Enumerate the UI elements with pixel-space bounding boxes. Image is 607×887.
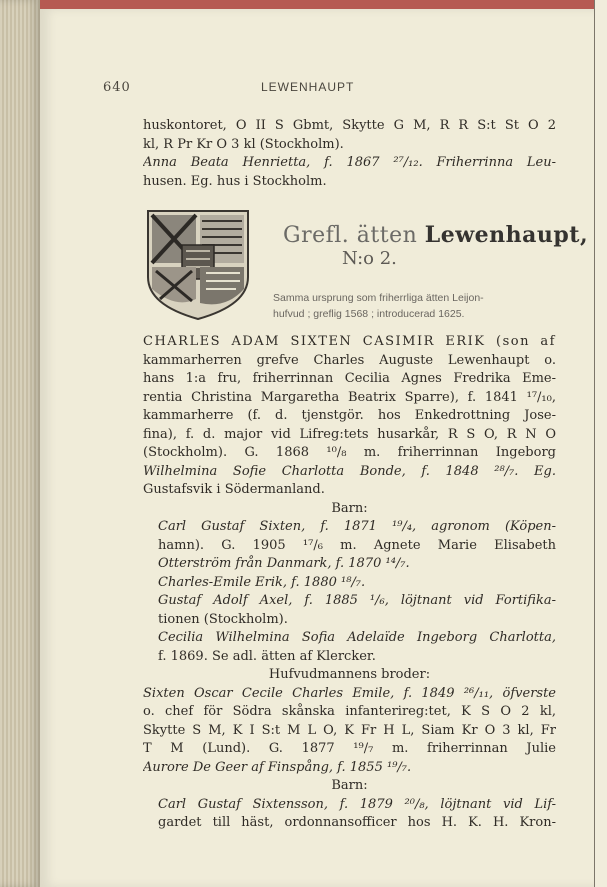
text-line: kl, R Pr Kr O 3 kl (Stockholm). [143,136,344,152]
family-title-name: Lewenhaupt, [424,222,589,248]
family-number: N:o 2. [342,248,397,269]
text-line: rentia Christina Margaretha Beatrix Sparre), f. 1841 ¹⁷/₁₀, [143,389,556,405]
note-line: hufvud ; greflig 1568 ; introducerad 1625. [273,308,465,320]
text-line: tionen (Stockholm). [158,611,288,627]
children-heading: Barn: [331,500,368,516]
page-right-edge [594,0,607,887]
text-line: Gustafsvik i Södermanland. [143,482,325,497]
text-line: T M (Lund). G. 1877 ¹⁹/₇ m. friherrinnan Julie [143,741,556,756]
text-line: Otterström från Danmark, f. 1870 ¹⁴/₇. [158,556,410,571]
text-line: Gustaf Adolf Axel, f. 1885 ¹/₆, löjtnant vid Fortifika- [158,593,556,608]
text-line: (Stockholm). G. 1868 ¹⁰/₈ m. friherrinnan Ingeborg [143,445,556,460]
text-line: Cecilia Wilhelmina Sofia Adelaïde Ingeborg Charlotta, [158,630,556,645]
page-top-edge [0,0,607,9]
text-line: Carl Gustaf Sixten, f. 1871 ¹⁹/₄, agronom (Köpen- [158,519,556,534]
text-line: fina), f. d. major vid Lifreg:tets husarkår, R S O, R N O [143,426,556,442]
text-line: kammarherren grefve Charles Auguste Lewenhaupt o. [143,352,556,368]
text-line: huskontoret, O II S Gbmt, Skytte G M, R R S:t St O 2 [143,118,556,133]
family-section-title [283,222,588,248]
text-line: hans 1:a fru, friherrinnan Cecilia Agnes Fredrika Eme- [143,371,556,386]
coat-of-arms-icon [146,209,250,321]
note-line: Samma ursprung som friherrliga ätten Leijon- [273,292,484,304]
text-line: husen. Eg. hus i Stockholm. [143,173,327,189]
text-line: gardet till häst, ordonnansofficer hos H. K. H. Kron- [158,815,556,830]
text-line: kammarherre (f. d. tjenstgör. hos Enkedrottning Jose- [143,408,556,423]
text-line: Charles-Emile Erik, f. 1880 ¹⁸/₇. [158,574,366,590]
previous-entry-block [143,117,556,191]
brother-heading: Hufvudmannens broder: [268,667,431,682]
page-number: 640 [103,80,131,95]
book-spine-edge [0,0,40,887]
text-line: Sixten Oscar Cecile Charles Emile, f. 1849 ²⁶/₁₁, öfverste [143,685,556,701]
running-title: LEWENHAUPT [261,80,355,94]
text-line: Skytte S M, K I S:t M L O, K Fr H L, Siam Kr O 3 kl, Fr [143,722,556,738]
text-line: Wilhelmina Sofie Charlotta Bonde, f. 1848 ²⁸/₇. Eg. [143,463,556,479]
text-line: Carl Gustaf Sixtensson, f. 1879 ²⁰/₈, löjtnant vid Lif- [158,796,556,812]
text-line: f. 1869. Se adl. ätten af Klercker. [158,648,376,664]
family-title-prefix: Grefl. ätten [283,223,418,248]
children-heading-2: Barn: [331,778,368,793]
text-line: Aurore De Geer af Finspång, f. 1855 ¹⁹/₇. [143,759,412,775]
main-entry-block [143,333,556,833]
text-line: hamn). G. 1905 ¹⁷/₆ m. Agnete Marie Elisabeth [158,537,556,553]
family-origin-note [273,290,563,322]
text-line: CHARLES ADAM SIXTEN CASIMIR ERIK (son af [143,334,556,349]
text-line: o. chef för Södra skånska infanterireg:tet, K S O 2 kl, [143,704,556,719]
text-line: Anna Beata Henrietta, f. 1867 ²⁷/₁₂. Friherrinna Leu- [143,155,556,170]
